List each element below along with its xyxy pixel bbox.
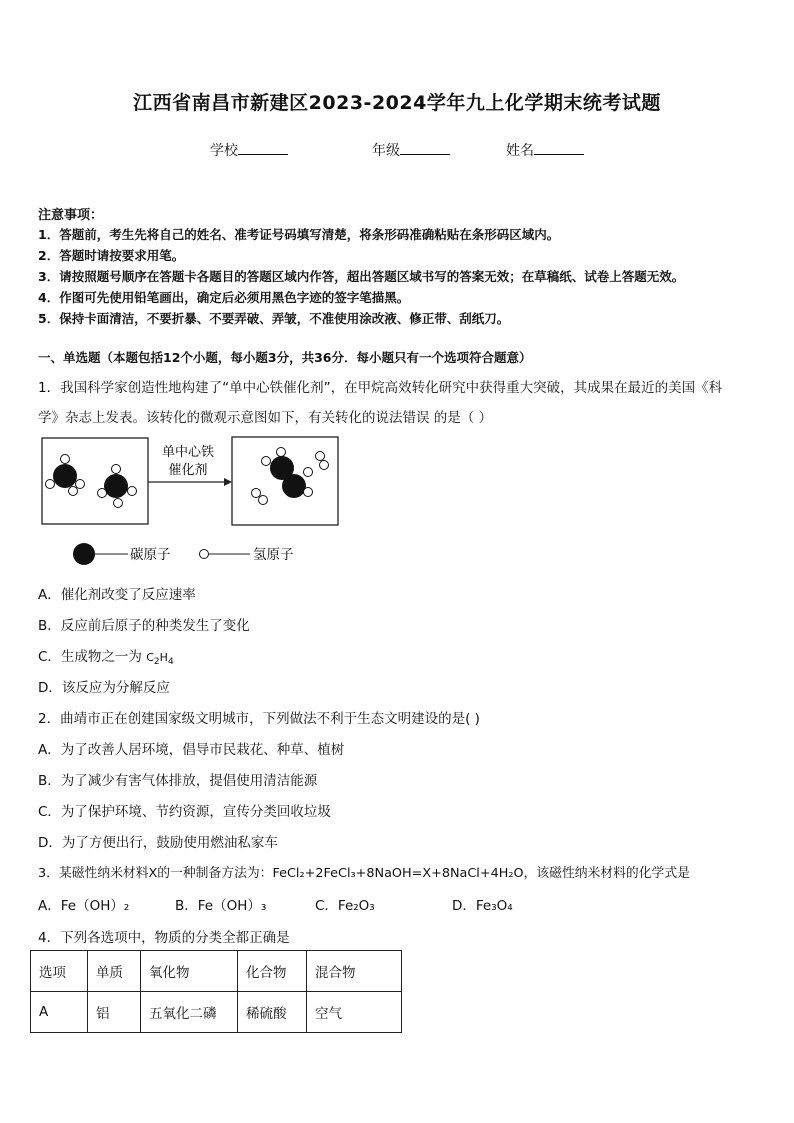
hydrogen-molecule	[252, 489, 268, 505]
grade-label: 年级	[372, 143, 400, 159]
school-label: 学校	[210, 143, 238, 159]
q4-stem: 4．下列各选项中，物质的分类全都正确是	[38, 930, 290, 946]
hydrogen-molecule	[316, 452, 329, 470]
table-cell: 稀硫酸	[238, 992, 307, 1033]
grade-field	[372, 140, 450, 160]
q1-stem-line1: 1．我国科学家创造性地构建了“单中心铁催化剂”，在甲烷高效转化研究中获得重大突破，其成果在最近的美国《科	[38, 380, 723, 396]
carbon-legend-icon	[73, 543, 95, 565]
q1-option-d: D．该反应为分解反应	[38, 680, 170, 696]
q2-option-d: D．为了方便出行，鼓励使用燃油私家车	[38, 835, 278, 851]
table-header: 单质	[88, 951, 141, 992]
notice-item: 4．作图可先使用铅笔画出，确定后必须用黑色字迹的签字笔描黑。	[38, 290, 410, 305]
legend-hydrogen: 氢原子	[253, 547, 294, 563]
section-heading: 一、单选题（本题包括12个小题，每小题3分，共36分．每小题只有一个选项符合题意）	[38, 350, 532, 365]
notice-item: 3．请按照题号顺序在答题卡各题目的答题区域内作答，超出答题区域书写的答案无效；在草稿纸、试卷上答题无效。	[38, 269, 685, 284]
q1-option-c	[38, 645, 174, 667]
q3-option-d: D．Fe₃O₄	[452, 898, 513, 914]
q2-stem: 2．曲靖市正在创建国家级文明城市，下列做法不利于生态文明建设的是( )	[38, 711, 480, 727]
arrow-head	[224, 478, 232, 486]
q3-option-c: C．Fe₂O₃	[315, 898, 375, 914]
classification-table	[30, 950, 402, 1033]
q1-option-c-text: C．生成物之一为	[38, 649, 142, 665]
q3-option-a: A．Fe（OH）₂	[38, 898, 130, 914]
methane-molecule	[98, 465, 137, 508]
school-blank[interactable]	[238, 140, 288, 155]
catalyst-label-line1: 单中心铁	[161, 445, 215, 460]
notice-item: 1．答题前，考生先将自己的姓名、准考证号码填写清楚，将条形码准确粘贴在条形码区域内。	[38, 227, 560, 242]
table-cell: 五氧化二磷	[141, 992, 238, 1033]
q1-option-c-formula: $C_2H_4$	[146, 651, 174, 668]
methane-molecule	[46, 455, 85, 496]
hydrogen-legend-icon	[200, 550, 209, 559]
notice-heading: 注意事项：	[38, 208, 104, 223]
page-title: 江西省南昌市新建区2023-2024学年九上化学期末统考试题	[133, 92, 661, 114]
notice-item: 2．答题时请按要求用笔。	[38, 248, 185, 263]
table-cell: A	[31, 992, 88, 1033]
q3-stem: 3．某磁性纳米材料X的一种制备方法为：FeCl₂+2FeCl₃+8NaOH=X+8NaCl+4H₂O，该磁性纳米材料的化学式是	[38, 866, 690, 881]
table-row	[31, 992, 402, 1033]
table-header: 选项	[31, 951, 88, 992]
q1-stem-line2: 学》杂志上发表。该转化的微观示意图如下，有关转化的说法错误 的是（ ）	[38, 410, 493, 426]
legend-carbon: 碳原子	[130, 547, 171, 563]
q1-option-a: A．催化剂改变了反应速率	[38, 587, 196, 603]
name-field	[506, 140, 584, 160]
school-field	[210, 140, 288, 160]
grade-blank[interactable]	[400, 140, 450, 155]
table-header: 氧化物	[141, 951, 238, 992]
q2-option-c: C．为了保护环境、节约资源，宣传分类回收垃圾	[38, 804, 331, 820]
name-label: 姓名	[506, 143, 534, 159]
table-header: 化合物	[238, 951, 307, 992]
table-cell: 铝	[88, 992, 141, 1033]
name-blank[interactable]	[534, 140, 584, 155]
q3-option-b: B．Fe（OH）₃	[175, 898, 267, 914]
ethylene-molecule	[262, 448, 313, 499]
q2-option-b: B．为了减少有害气体排放，提倡使用清洁能源	[38, 773, 318, 789]
reaction-diagram	[38, 432, 378, 572]
table-cell: 空气	[307, 992, 402, 1033]
table-header: 混合物	[307, 951, 402, 992]
catalyst-label-line2: 催化剂	[168, 463, 208, 478]
q1-option-b: B．反应前后原子的种类发生了变化	[38, 618, 250, 634]
q2-option-a: A．为了改善人居环境，倡导市民栽花、种草、植树	[38, 742, 345, 758]
notice-item: 5．保持卡面清洁，不要折暴、不要弄破、弄皱，不准使用涂改液、修正带、刮纸刀。	[38, 311, 510, 326]
table-header-row	[31, 951, 402, 992]
